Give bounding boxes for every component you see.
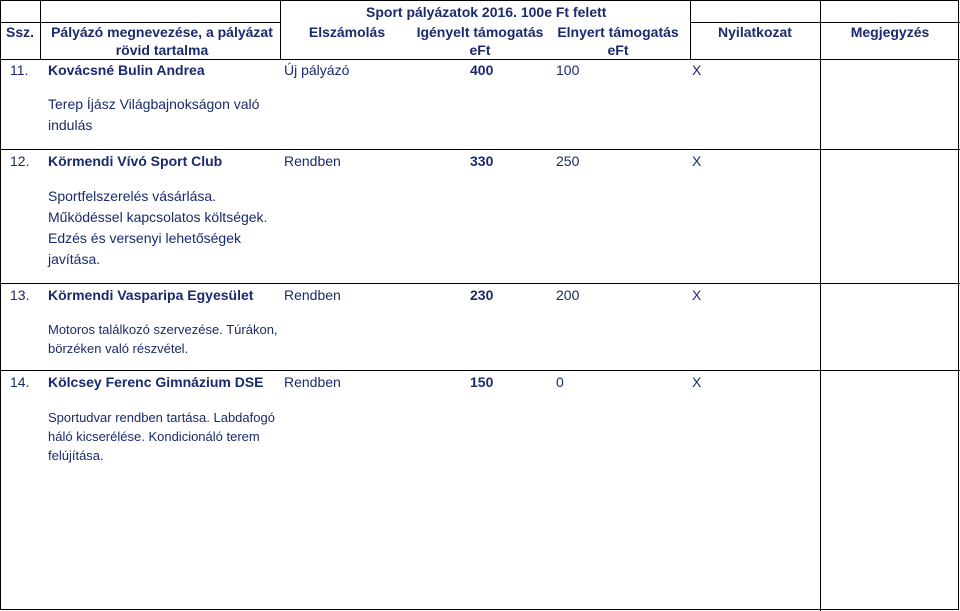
row-12-status: Rendben: [284, 153, 341, 169]
row-12-name: Körmendi Vívó Sport Club: [48, 153, 223, 169]
header-accounting: Elszámolás: [308, 24, 386, 40]
header-ssz: Ssz.: [6, 24, 35, 40]
row-13-won: 200: [556, 287, 580, 303]
row-14-declaration: X: [692, 374, 702, 390]
header-name-line2: rövid tartalma: [115, 42, 209, 58]
header-name: [44, 23, 280, 59]
row-11-requested: 400: [470, 62, 494, 78]
row-12-won: 250: [556, 153, 580, 169]
row-12-declaration: X: [692, 153, 702, 169]
header-requested: [412, 23, 548, 59]
row-12-ssz: 12.: [10, 153, 30, 169]
row-11-description: [48, 94, 259, 136]
row-13-requested: 230: [470, 287, 494, 303]
document-title: Sport pályázatok 2016. 100e Ft felett: [366, 4, 607, 20]
row-13-status: Rendben: [284, 287, 341, 303]
row-13-name: Körmendi Vasparipa Egyesület: [48, 287, 254, 303]
row-14-description-line: háló kicserélése. Kondicionáló terem: [48, 429, 260, 444]
header-won-line1: Elnyert támogatás: [557, 24, 679, 40]
row-12-description-line: javítása.: [48, 251, 101, 267]
row-11-name: Kovácsné Bulin Andrea: [48, 62, 205, 78]
row-12-description-line: Sportfelszerelés vásárlása.: [48, 188, 217, 204]
row-11-status: Új pályázó: [284, 62, 350, 78]
row-13-description-line: börzéken való részvétel.: [48, 341, 189, 356]
row-14-description-line: Sportudvar rendben tartása. Labdafogó: [48, 410, 275, 425]
row-14-description-line: felújítása.: [48, 448, 104, 463]
row-13-ssz: 13.: [10, 287, 30, 303]
row-14-status: Rendben: [284, 374, 341, 390]
row-13-declaration: X: [692, 287, 702, 303]
row-11-description-line: Terep Íjász Világbajnokságon való: [48, 96, 260, 112]
row-11-won: 100: [556, 62, 580, 78]
row-11-description-line: indulás: [48, 117, 93, 133]
row-14-name: Kölcsey Ferenc Gimnázium DSE: [48, 374, 264, 390]
row-11-declaration: X: [692, 62, 702, 78]
header-requested-line2: eFt: [469, 42, 491, 58]
row-14-won: 0: [556, 374, 564, 390]
header-requested-line1: Igényelt támogatás: [416, 24, 544, 40]
header-declaration: Nyilatkozat: [718, 24, 792, 40]
row-12-description-line: Működéssel kapcsolatos költségek.: [48, 209, 268, 225]
row-14-requested: 150: [470, 374, 494, 390]
row-12-description-line: Edzés és versenyi lehetőségek: [48, 230, 241, 246]
row-12-description: [48, 186, 267, 270]
row-13-description-line: Motoros találkozó szervezése. Túrákon,: [48, 322, 278, 337]
row-11-ssz: 11.: [10, 62, 29, 78]
row-14-description: [48, 408, 275, 465]
row-12-requested: 330: [470, 153, 494, 169]
header-won-line2: eFt: [607, 42, 629, 58]
row-13-description: [48, 320, 278, 358]
header-name-line1: Pályázó megnevezése, a pályázat: [51, 24, 273, 40]
header-won: [550, 23, 686, 59]
row-14-ssz: 14.: [10, 374, 30, 390]
header-note: Megjegyzés: [850, 24, 930, 40]
